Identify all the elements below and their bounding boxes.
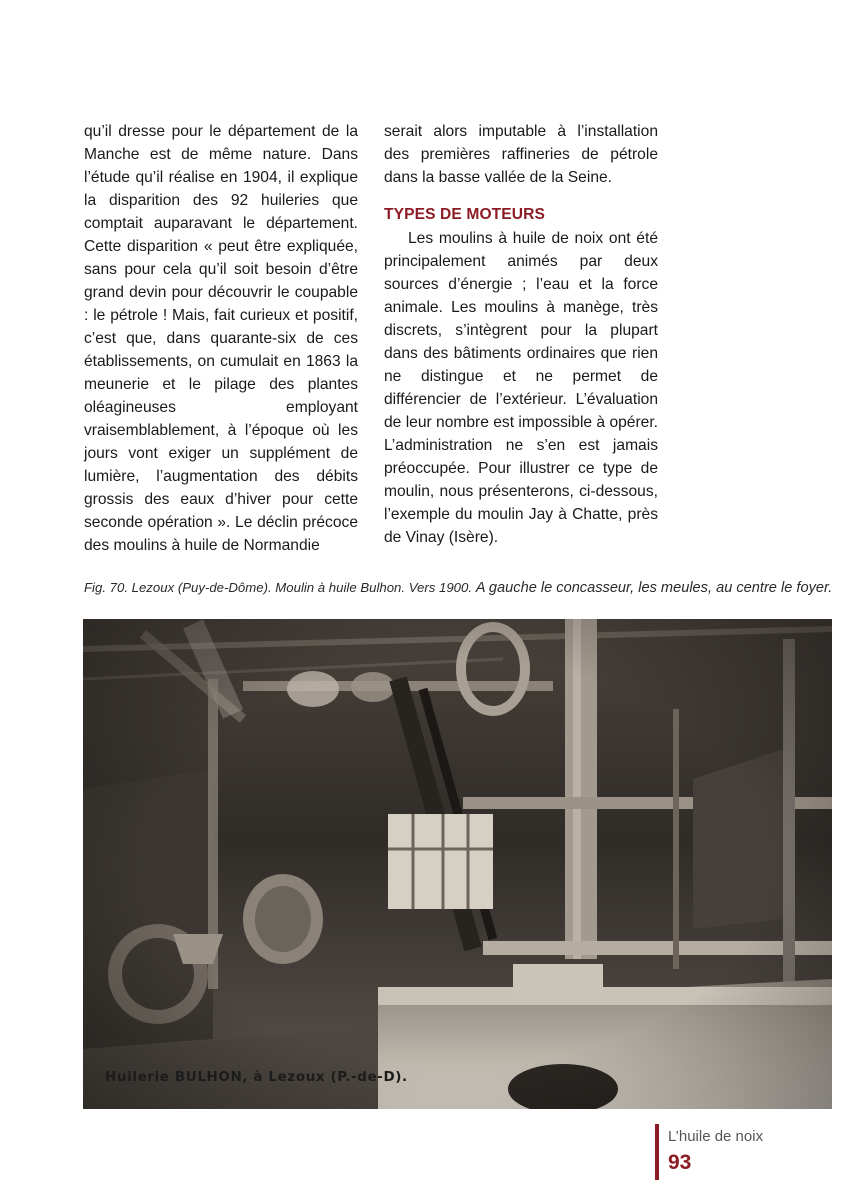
- running-footer-title: L’huile de noix: [668, 1128, 764, 1145]
- text-column-left: [84, 120, 358, 557]
- figure-caption-description: A gauche le concasseur, les meules, au centre le foyer.: [475, 580, 833, 596]
- figure-caption: [84, 580, 844, 596]
- photo-illustration: [83, 619, 832, 1109]
- body-paragraph: qu’il dresse pour le département de la Manche est de même nature. Dans l’étude qu’il réalise en 1904, il explique la disparition des 92 huileries que comptait auparavant le département. Cette disparition « peut être expliquée, sans pour cela qu’il soit besoin d’être grand devin pour découvrir le coupable : le pétrole ! Mais, fait curieux et positif, c’est que, dans quarante-six de ces établissements, on cumulait en 1863 la meunerie et le pilage des plantes oléagineuses employant vraisemblablement, à l’époque où les jours vont exiger un supplément de lumière, l’augmentation des débits grossis des eaux d’hiver pour cette seconde opération ». Le déclin précoce des moulins à huile de Normandie: [84, 123, 358, 554]
- body-paragraph-continued: serait alors imputable à l’installation des premières raffineries de pétrole dans la basse vallée de la Seine.: [384, 123, 658, 186]
- page-number: 93: [668, 1151, 692, 1174]
- photo-inscription: Huilerie BULHON, à Lezoux (P.-de-D).: [105, 1069, 408, 1085]
- section-heading: TYPES DE MOTEURS: [384, 206, 546, 223]
- historical-photograph: [83, 619, 832, 1109]
- text-column-right: [384, 120, 658, 549]
- body-paragraph: Les moulins à huile de noix ont été principalement animés par deux sources d’énergie ; l’eau et la force animale. Les moulins à manège, très discrets, s’intègrent pour la plupart dans des bâtiments ordinaires que rien ne distingue et ne permet de différencier de l’extérieur. L’évaluation de leur nombre est impossible à opérer. L’administration ne s’en est jamais préoccupée. Pour illustrer ce type de moulin, nous présenterons, ci-dessous, l’exemple du moulin Jay à Chatte, près de Vinay (Isère).: [384, 230, 658, 546]
- figure-caption-reference: Fig. 70. Lezoux (Puy-de-Dôme). Moulin à huile Bulhon. Vers 1900.: [84, 580, 473, 595]
- footer-accent-bar: [655, 1124, 659, 1180]
